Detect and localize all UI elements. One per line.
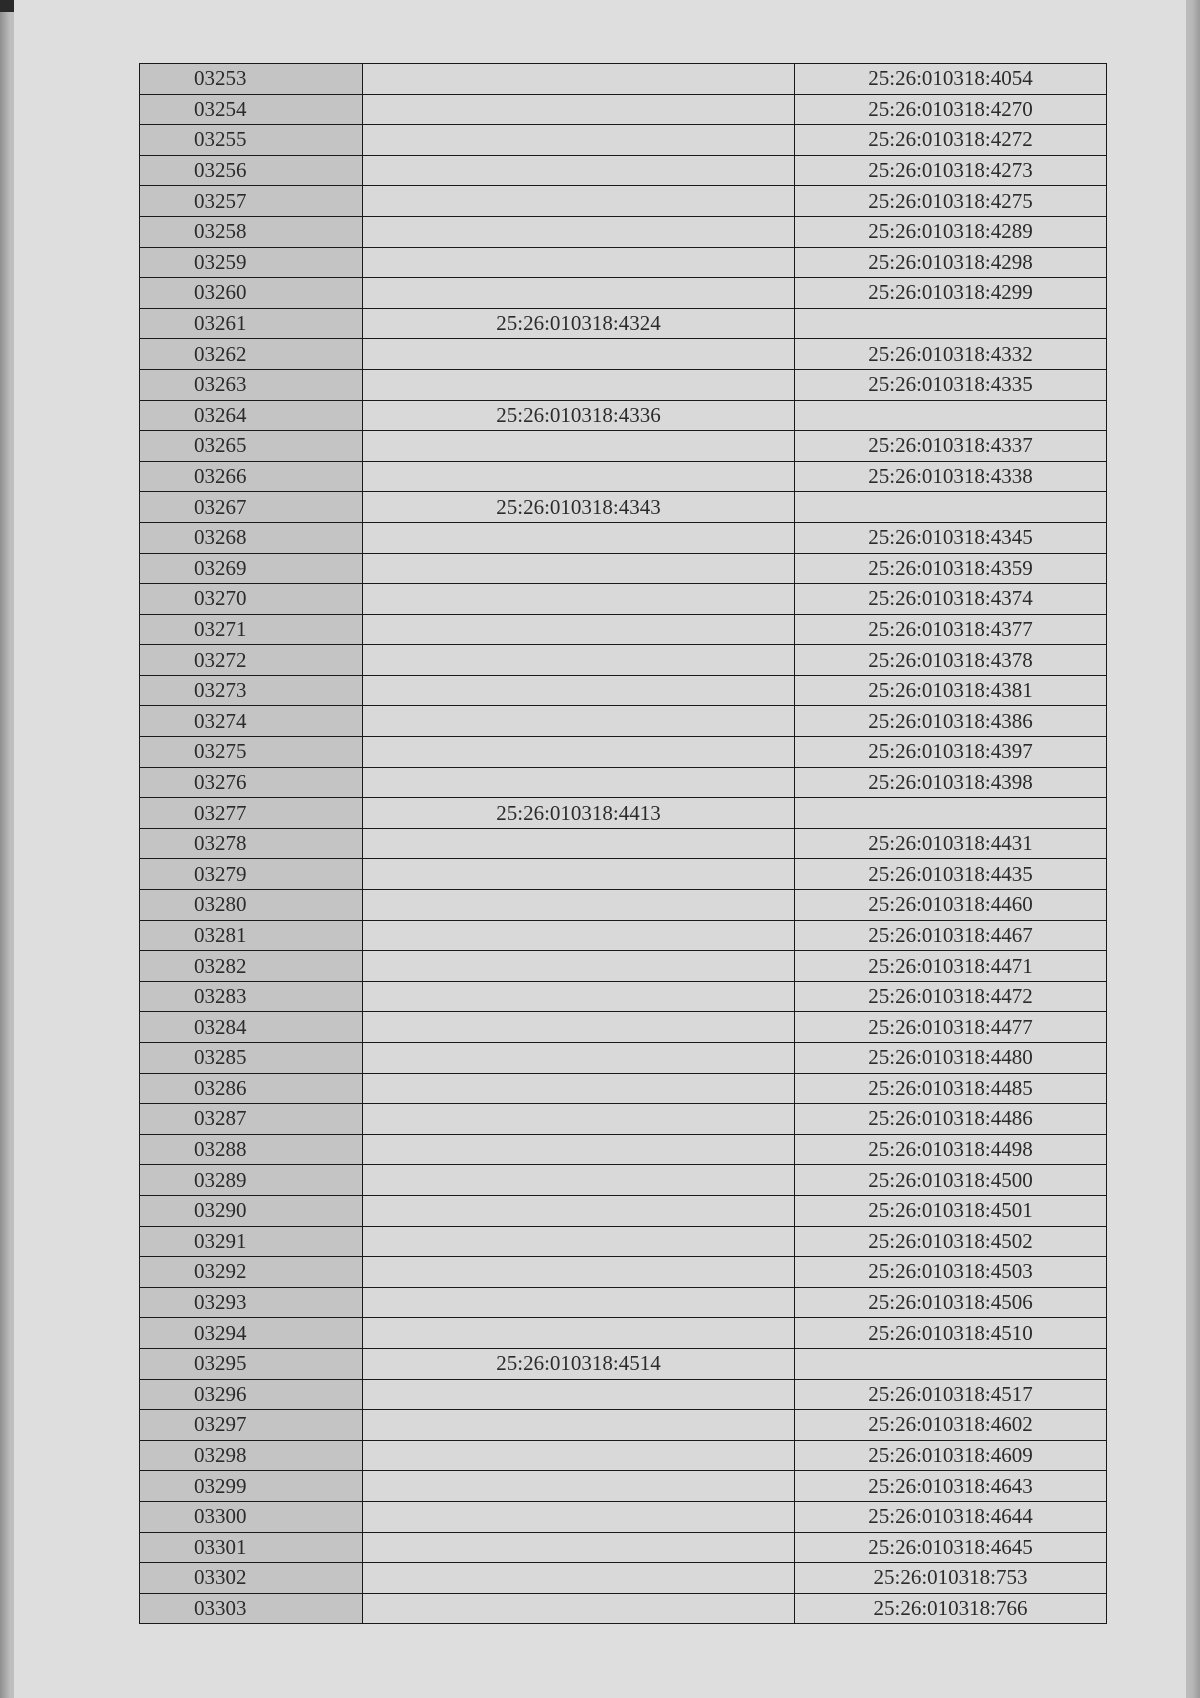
cadastral-number-left-cell <box>363 706 795 737</box>
cadastral-number-left-cell <box>363 400 795 431</box>
table-row <box>140 94 1107 125</box>
cadastral-number-left-cell <box>363 155 795 186</box>
cadastral-number-right: 25:26:010318:4500 <box>868 1167 1033 1192</box>
cadastral-number-left-cell <box>363 1134 795 1165</box>
cadastral-number-left-cell <box>363 1287 795 1318</box>
cadastral-number-left-cell <box>363 645 795 676</box>
row-number-cell: 03276 <box>140 767 363 798</box>
row-number-cell: 03301 <box>140 1532 363 1563</box>
row-number-cell: 03297 <box>140 1410 363 1441</box>
row-number-cell: 03298 <box>140 1440 363 1471</box>
row-number-cell: 03289 <box>140 1165 363 1196</box>
cadastral-number-right-cell <box>795 1257 1107 1288</box>
table-row <box>140 216 1107 247</box>
table-row <box>140 553 1107 584</box>
table-row <box>140 400 1107 431</box>
cadastral-number-left-cell <box>363 247 795 278</box>
table-row <box>140 1471 1107 1502</box>
cadastral-number-right: 25:26:010318:4359 <box>868 555 1033 580</box>
cadastral-number-right-cell <box>795 859 1107 890</box>
cadastral-number-right-cell <box>795 1165 1107 1196</box>
cadastral-number-left-cell <box>363 1348 795 1379</box>
cadastral-number-left-cell <box>363 981 795 1012</box>
table-row <box>140 1348 1107 1379</box>
cadastral-number-left-cell <box>363 890 795 921</box>
row-number-cell: 03255 <box>140 125 363 156</box>
cadastral-number-right: 25:26:010318:4472 <box>868 984 1033 1009</box>
cadastral-number-left-cell <box>363 64 795 95</box>
row-number-cell: 03275 <box>140 737 363 768</box>
row-number-cell: 03300 <box>140 1501 363 1532</box>
cadastral-number-right: 25:26:010318:4398 <box>868 769 1033 794</box>
table-row <box>140 278 1107 309</box>
row-number-cell: 03277 <box>140 798 363 829</box>
cadastral-number-right-cell <box>795 400 1107 431</box>
table-row <box>140 186 1107 217</box>
cadastral-number-right: 25:26:010318:4273 <box>868 158 1033 183</box>
cadastral-number-left-cell <box>363 125 795 156</box>
cadastral-number-right: 25:26:010318:4270 <box>868 96 1033 121</box>
table-row <box>140 981 1107 1012</box>
cadastral-number-right: 25:26:010318:4602 <box>868 1412 1033 1437</box>
cadastral-number-right-cell <box>795 1226 1107 1257</box>
cadastral-number-right: 25:26:010318:4431 <box>868 831 1033 856</box>
cadastral-number-right: 25:26:010318:766 <box>873 1595 1028 1620</box>
table-row <box>140 1379 1107 1410</box>
cadastral-number-right: 25:26:010318:4272 <box>868 127 1033 152</box>
cadastral-number-left-cell <box>363 1104 795 1135</box>
cadastral-number-left-cell <box>363 675 795 706</box>
row-number-cell: 03303 <box>140 1593 363 1624</box>
cadastral-number-right-cell <box>795 645 1107 676</box>
table-row <box>140 920 1107 951</box>
cadastral-number-left-cell <box>363 1410 795 1441</box>
row-number-cell: 03273 <box>140 675 363 706</box>
row-number-cell: 03262 <box>140 339 363 370</box>
cadastral-number-right-cell <box>795 828 1107 859</box>
table-row <box>140 1226 1107 1257</box>
table-row <box>140 645 1107 676</box>
table-row <box>140 155 1107 186</box>
cadastral-number-left-cell <box>363 522 795 553</box>
cadastral-number-right-cell <box>795 920 1107 951</box>
table-row <box>140 339 1107 370</box>
cadastral-number-right: 25:26:010318:4435 <box>868 861 1033 886</box>
cadastral-number-right-cell <box>795 1348 1107 1379</box>
cadastral-number-right-cell <box>795 1410 1107 1441</box>
row-number-cell: 03302 <box>140 1563 363 1594</box>
table-body <box>140 64 1107 1624</box>
row-number-cell: 03264 <box>140 400 363 431</box>
cadastral-number-left-cell <box>363 431 795 462</box>
cadastral-number-right-cell <box>795 278 1107 309</box>
cadastral-number-right: 25:26:010318:4506 <box>868 1290 1033 1315</box>
row-number-cell: 03284 <box>140 1012 363 1043</box>
row-number-cell: 03267 <box>140 492 363 523</box>
cadastral-number-right: 25:26:010318:4298 <box>868 249 1033 274</box>
row-number-cell: 03291 <box>140 1226 363 1257</box>
table-row <box>140 1440 1107 1471</box>
cadastral-number-left-cell <box>363 1593 795 1624</box>
cadastral-number-left-cell <box>363 278 795 309</box>
cadastral-number-left-cell <box>363 1257 795 1288</box>
cadastral-number-right-cell <box>795 125 1107 156</box>
cadastral-number-right: 25:26:010318:4498 <box>868 1137 1033 1162</box>
cadastral-number-right: 25:26:010318:4502 <box>868 1228 1033 1253</box>
cadastral-number-right-cell <box>795 1073 1107 1104</box>
table-row <box>140 828 1107 859</box>
row-number-cell: 03272 <box>140 645 363 676</box>
table-row <box>140 1318 1107 1349</box>
cadastral-number-right-cell <box>795 1440 1107 1471</box>
cadastral-number-right-cell <box>795 155 1107 186</box>
table-row <box>140 1287 1107 1318</box>
cadastral-number-left-cell <box>363 1226 795 1257</box>
cadastral-number-right-cell <box>795 767 1107 798</box>
row-number-cell: 03271 <box>140 614 363 645</box>
table-row <box>140 584 1107 615</box>
row-number-cell: 03268 <box>140 522 363 553</box>
table-row <box>140 1195 1107 1226</box>
cadastral-number-right: 25:26:010318:4289 <box>868 219 1033 244</box>
cadastral-number-right: 25:26:010318:4517 <box>868 1381 1033 1406</box>
cadastral-number-right-cell <box>795 1593 1107 1624</box>
cadastral-number-left-cell <box>363 1379 795 1410</box>
table-row <box>140 1410 1107 1441</box>
row-number-cell: 03279 <box>140 859 363 890</box>
cadastral-number-left: 25:26:010318:4324 <box>496 311 661 336</box>
cadastral-number-right-cell <box>795 461 1107 492</box>
row-number-cell: 03299 <box>140 1471 363 1502</box>
row-number-cell: 03293 <box>140 1287 363 1318</box>
cadastral-number-right: 25:26:010318:4486 <box>868 1106 1033 1131</box>
row-number-cell: 03261 <box>140 308 363 339</box>
cadastral-number-left: 25:26:010318:4514 <box>496 1351 661 1376</box>
cadastral-number-right: 25:26:010318:4510 <box>868 1320 1033 1345</box>
cadastral-number-right-cell <box>795 614 1107 645</box>
row-number-cell: 03266 <box>140 461 363 492</box>
table-row <box>140 1134 1107 1165</box>
table-row <box>140 492 1107 523</box>
cadastral-number-right-cell <box>795 981 1107 1012</box>
cadastral-number-right-cell <box>795 492 1107 523</box>
table-row <box>140 1532 1107 1563</box>
cadastral-number-right: 25:26:010318:4471 <box>868 953 1033 978</box>
cadastral-number-right-cell <box>795 1379 1107 1410</box>
table-row <box>140 1257 1107 1288</box>
row-number-cell: 03258 <box>140 216 363 247</box>
row-number-cell: 03265 <box>140 431 363 462</box>
cadastral-number-right-cell <box>795 675 1107 706</box>
cadastral-number-right-cell <box>795 1134 1107 1165</box>
cadastral-number-right-cell <box>795 706 1107 737</box>
cadastral-number-right-cell <box>795 1195 1107 1226</box>
table-row <box>140 1104 1107 1135</box>
cadastral-number-right: 25:26:010318:4397 <box>868 739 1033 764</box>
row-number-cell: 03283 <box>140 981 363 1012</box>
cadastral-number-left-cell <box>363 1195 795 1226</box>
cadastral-number-right-cell <box>795 798 1107 829</box>
cadastral-number-right-cell <box>795 1501 1107 1532</box>
table-row <box>140 64 1107 95</box>
table-row <box>140 951 1107 982</box>
cadastral-number-right: 25:26:010318:4643 <box>868 1473 1033 1498</box>
cadastral-number-left-cell <box>363 1073 795 1104</box>
cadastral-number-left-cell <box>363 186 795 217</box>
table-row <box>140 431 1107 462</box>
row-number-cell: 03254 <box>140 94 363 125</box>
table-row <box>140 1501 1107 1532</box>
cadastral-number-right-cell <box>795 216 1107 247</box>
cadastral-number-right-cell <box>795 1318 1107 1349</box>
cadastral-number-right-cell <box>795 951 1107 982</box>
cadastral-number-right-cell <box>795 522 1107 553</box>
row-number-cell: 03290 <box>140 1195 363 1226</box>
cadastral-number-left-cell <box>363 1165 795 1196</box>
cadastral-number-right: 25:26:010318:4485 <box>868 1075 1033 1100</box>
cadastral-number-right-cell <box>795 553 1107 584</box>
cadastral-number-right: 25:26:010318:4467 <box>868 922 1033 947</box>
cadastral-number-left: 25:26:010318:4413 <box>496 800 661 825</box>
cadastral-number-right-cell <box>795 1563 1107 1594</box>
table-row <box>140 767 1107 798</box>
cadastral-number-left-cell <box>363 492 795 523</box>
row-number-cell: 03259 <box>140 247 363 278</box>
cadastral-number-right: 25:26:010318:4609 <box>868 1443 1033 1468</box>
cadastral-number-right-cell <box>795 369 1107 400</box>
cadastral-number-left-cell <box>363 828 795 859</box>
table-row <box>140 1073 1107 1104</box>
cadastral-number-left-cell <box>363 1440 795 1471</box>
cadastral-number-right-cell <box>795 1471 1107 1502</box>
table-row <box>140 614 1107 645</box>
cadastral-number-right-cell <box>795 1104 1107 1135</box>
table-row <box>140 247 1107 278</box>
cadastral-number-right: 25:26:010318:4645 <box>868 1534 1033 1559</box>
table-row <box>140 308 1107 339</box>
row-number-cell: 03287 <box>140 1104 363 1135</box>
table-row <box>140 675 1107 706</box>
cadastral-number-left-cell <box>363 553 795 584</box>
table-row <box>140 1593 1107 1624</box>
cadastral-number-right: 25:26:010318:4386 <box>868 708 1033 733</box>
cadastral-number-left-cell <box>363 767 795 798</box>
cadastral-number-right: 25:26:010318:4378 <box>868 647 1033 672</box>
row-number-cell: 03270 <box>140 584 363 615</box>
row-number-cell: 03278 <box>140 828 363 859</box>
cadastral-number-left-cell <box>363 339 795 370</box>
cadastral-number-right-cell <box>795 1287 1107 1318</box>
cadastral-number-left-cell <box>363 94 795 125</box>
row-number-cell: 03280 <box>140 890 363 921</box>
table-row <box>140 737 1107 768</box>
cadastral-number-left-cell <box>363 461 795 492</box>
cadastral-number-right-cell <box>795 584 1107 615</box>
cadastral-number-left-cell <box>363 216 795 247</box>
table-row <box>140 369 1107 400</box>
row-number-cell: 03282 <box>140 951 363 982</box>
table-row <box>140 1165 1107 1196</box>
cadastral-number-right-cell <box>795 247 1107 278</box>
cadastral-number-right: 25:26:010318:4299 <box>868 280 1033 305</box>
cadastral-number-right-cell <box>795 737 1107 768</box>
cadastral-number-right: 25:26:010318:4377 <box>868 616 1033 641</box>
row-number-cell: 03257 <box>140 186 363 217</box>
cadastral-number-right-cell <box>795 1012 1107 1043</box>
row-number-cell: 03274 <box>140 706 363 737</box>
row-number-cell: 03292 <box>140 1257 363 1288</box>
cadastral-number-right: 25:26:010318:4644 <box>868 1504 1033 1529</box>
row-number-cell: 03288 <box>140 1134 363 1165</box>
row-number-cell: 03295 <box>140 1348 363 1379</box>
cadastral-number-left-cell <box>363 859 795 890</box>
cadastral-number-left-cell <box>363 614 795 645</box>
cadastral-number-right-cell <box>795 94 1107 125</box>
cadastral-number-left-cell <box>363 737 795 768</box>
cadastral-number-left-cell <box>363 1563 795 1594</box>
cadastral-number-left-cell <box>363 308 795 339</box>
cadastral-number-left-cell <box>363 1471 795 1502</box>
cadastral-number-left-cell <box>363 951 795 982</box>
table-row <box>140 125 1107 156</box>
cadastral-number-right-cell <box>795 1532 1107 1563</box>
row-number-cell: 03294 <box>140 1318 363 1349</box>
cadastral-number-right-cell <box>795 890 1107 921</box>
cadastral-number-right: 25:26:010318:4054 <box>868 66 1033 91</box>
cadastral-number-right-cell <box>795 1043 1107 1074</box>
cadastral-number-right: 25:26:010318:4345 <box>868 525 1033 550</box>
row-number-cell: 03260 <box>140 278 363 309</box>
cadastral-number-right: 25:26:010318:4503 <box>868 1259 1033 1284</box>
cadastral-number-right: 25:26:010318:4335 <box>868 372 1033 397</box>
cadastral-number-left: 25:26:010318:4343 <box>496 494 661 519</box>
cadastral-table <box>139 63 1107 1624</box>
cadastral-number-right: 25:26:010318:4374 <box>868 586 1033 611</box>
cadastral-number-left-cell <box>363 920 795 951</box>
row-number-cell: 03256 <box>140 155 363 186</box>
row-number-cell: 03286 <box>140 1073 363 1104</box>
cadastral-number-right-cell <box>795 308 1107 339</box>
table-row <box>140 461 1107 492</box>
table-row <box>140 1012 1107 1043</box>
cadastral-number-right: 25:26:010318:4381 <box>868 678 1033 703</box>
cadastral-number-left-cell <box>363 798 795 829</box>
row-number-cell: 03296 <box>140 1379 363 1410</box>
cadastral-number-right: 25:26:010318:4477 <box>868 1014 1033 1039</box>
cadastral-number-right: 25:26:010318:4275 <box>868 188 1033 213</box>
row-number-cell: 03263 <box>140 369 363 400</box>
cadastral-number-right: 25:26:010318:4480 <box>868 1045 1033 1070</box>
cadastral-number-left-cell <box>363 1318 795 1349</box>
cadastral-number-right: 25:26:010318:753 <box>873 1565 1028 1590</box>
table-row <box>140 1043 1107 1074</box>
cadastral-number-right: 25:26:010318:4338 <box>868 464 1033 489</box>
cadastral-number-right-cell <box>795 339 1107 370</box>
table-row <box>140 1563 1107 1594</box>
row-number-cell: 03285 <box>140 1043 363 1074</box>
cadastral-number-right-cell <box>795 431 1107 462</box>
cadastral-number-right: 25:26:010318:4460 <box>868 892 1033 917</box>
row-number-cell: 03269 <box>140 553 363 584</box>
cadastral-number-left: 25:26:010318:4336 <box>496 402 661 427</box>
cadastral-number-left-cell <box>363 584 795 615</box>
table-row <box>140 706 1107 737</box>
table-row <box>140 522 1107 553</box>
cadastral-number-left-cell <box>363 369 795 400</box>
cadastral-number-right-cell <box>795 64 1107 95</box>
cadastral-number-left-cell <box>363 1501 795 1532</box>
row-number-cell: 03253 <box>140 64 363 95</box>
cadastral-number-left-cell <box>363 1532 795 1563</box>
cadastral-number-left-cell <box>363 1043 795 1074</box>
row-number-cell: 03281 <box>140 920 363 951</box>
table-row <box>140 859 1107 890</box>
cadastral-number-right-cell <box>795 186 1107 217</box>
table-row <box>140 890 1107 921</box>
cadastral-number-right: 25:26:010318:4337 <box>868 433 1033 458</box>
cadastral-number-right: 25:26:010318:4332 <box>868 341 1033 366</box>
table-row <box>140 798 1107 829</box>
cadastral-number-left-cell <box>363 1012 795 1043</box>
cadastral-number-right: 25:26:010318:4501 <box>868 1198 1033 1223</box>
